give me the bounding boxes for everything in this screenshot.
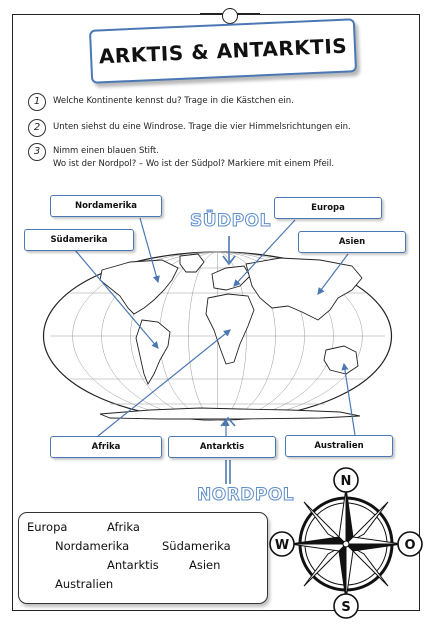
task-3-text-line-1: Nimm einen blauen Stift.: [53, 146, 159, 156]
task-number-2: 2: [28, 119, 46, 137]
label-australien[interactable]: Australien: [285, 435, 393, 457]
world-map: [40, 250, 395, 422]
page-title: ARKTIS & ANTARKTIS: [98, 33, 348, 69]
task-2-text: Unten siehst du eine Windrose. Trage die vier Himmelsrichtungen ein.: [53, 122, 351, 132]
task-number-1: 1: [28, 93, 46, 111]
word-asien: Asien: [189, 558, 221, 572]
label-suedamerika[interactable]: Südamerika: [24, 229, 134, 251]
north-pole-label: NORDPOL: [197, 485, 295, 505]
word-bank: [18, 512, 268, 604]
compass-n-label: N: [340, 474, 352, 489]
compass-s-label: S: [341, 600, 351, 615]
compass-rose-icon: [268, 466, 424, 622]
task-number-3: 3: [28, 143, 46, 161]
word-australien: Australien: [55, 577, 114, 591]
label-europa[interactable]: Europa: [274, 197, 382, 219]
word-europa: Europa: [27, 520, 68, 534]
compass-o-label: O: [404, 538, 416, 553]
label-afrika[interactable]: Afrika: [50, 436, 162, 458]
label-antarktis[interactable]: Antarktis: [168, 436, 276, 458]
word-antarktis: Antarktis: [107, 558, 159, 572]
label-asien[interactable]: Asien: [298, 231, 406, 253]
word-afrika: Afrika: [107, 520, 140, 534]
label-nordamerika[interactable]: Nordamerika: [50, 195, 162, 217]
word-suedamerika: Südamerika: [162, 539, 231, 553]
hanger-pin-icon: [222, 8, 238, 24]
task-1-text: Welche Kontinente kennst du? Trage in die Kästchen ein.: [53, 96, 294, 106]
south-pole-label: SÜDPOL: [190, 211, 271, 231]
word-nordamerika: Nordamerika: [55, 539, 130, 553]
task-3-text-line-2: Wo ist der Nordpol? – Wo ist der Südpol? Markiere mit einem Pfeil.: [53, 159, 335, 169]
compass-w-label: W: [274, 538, 290, 553]
